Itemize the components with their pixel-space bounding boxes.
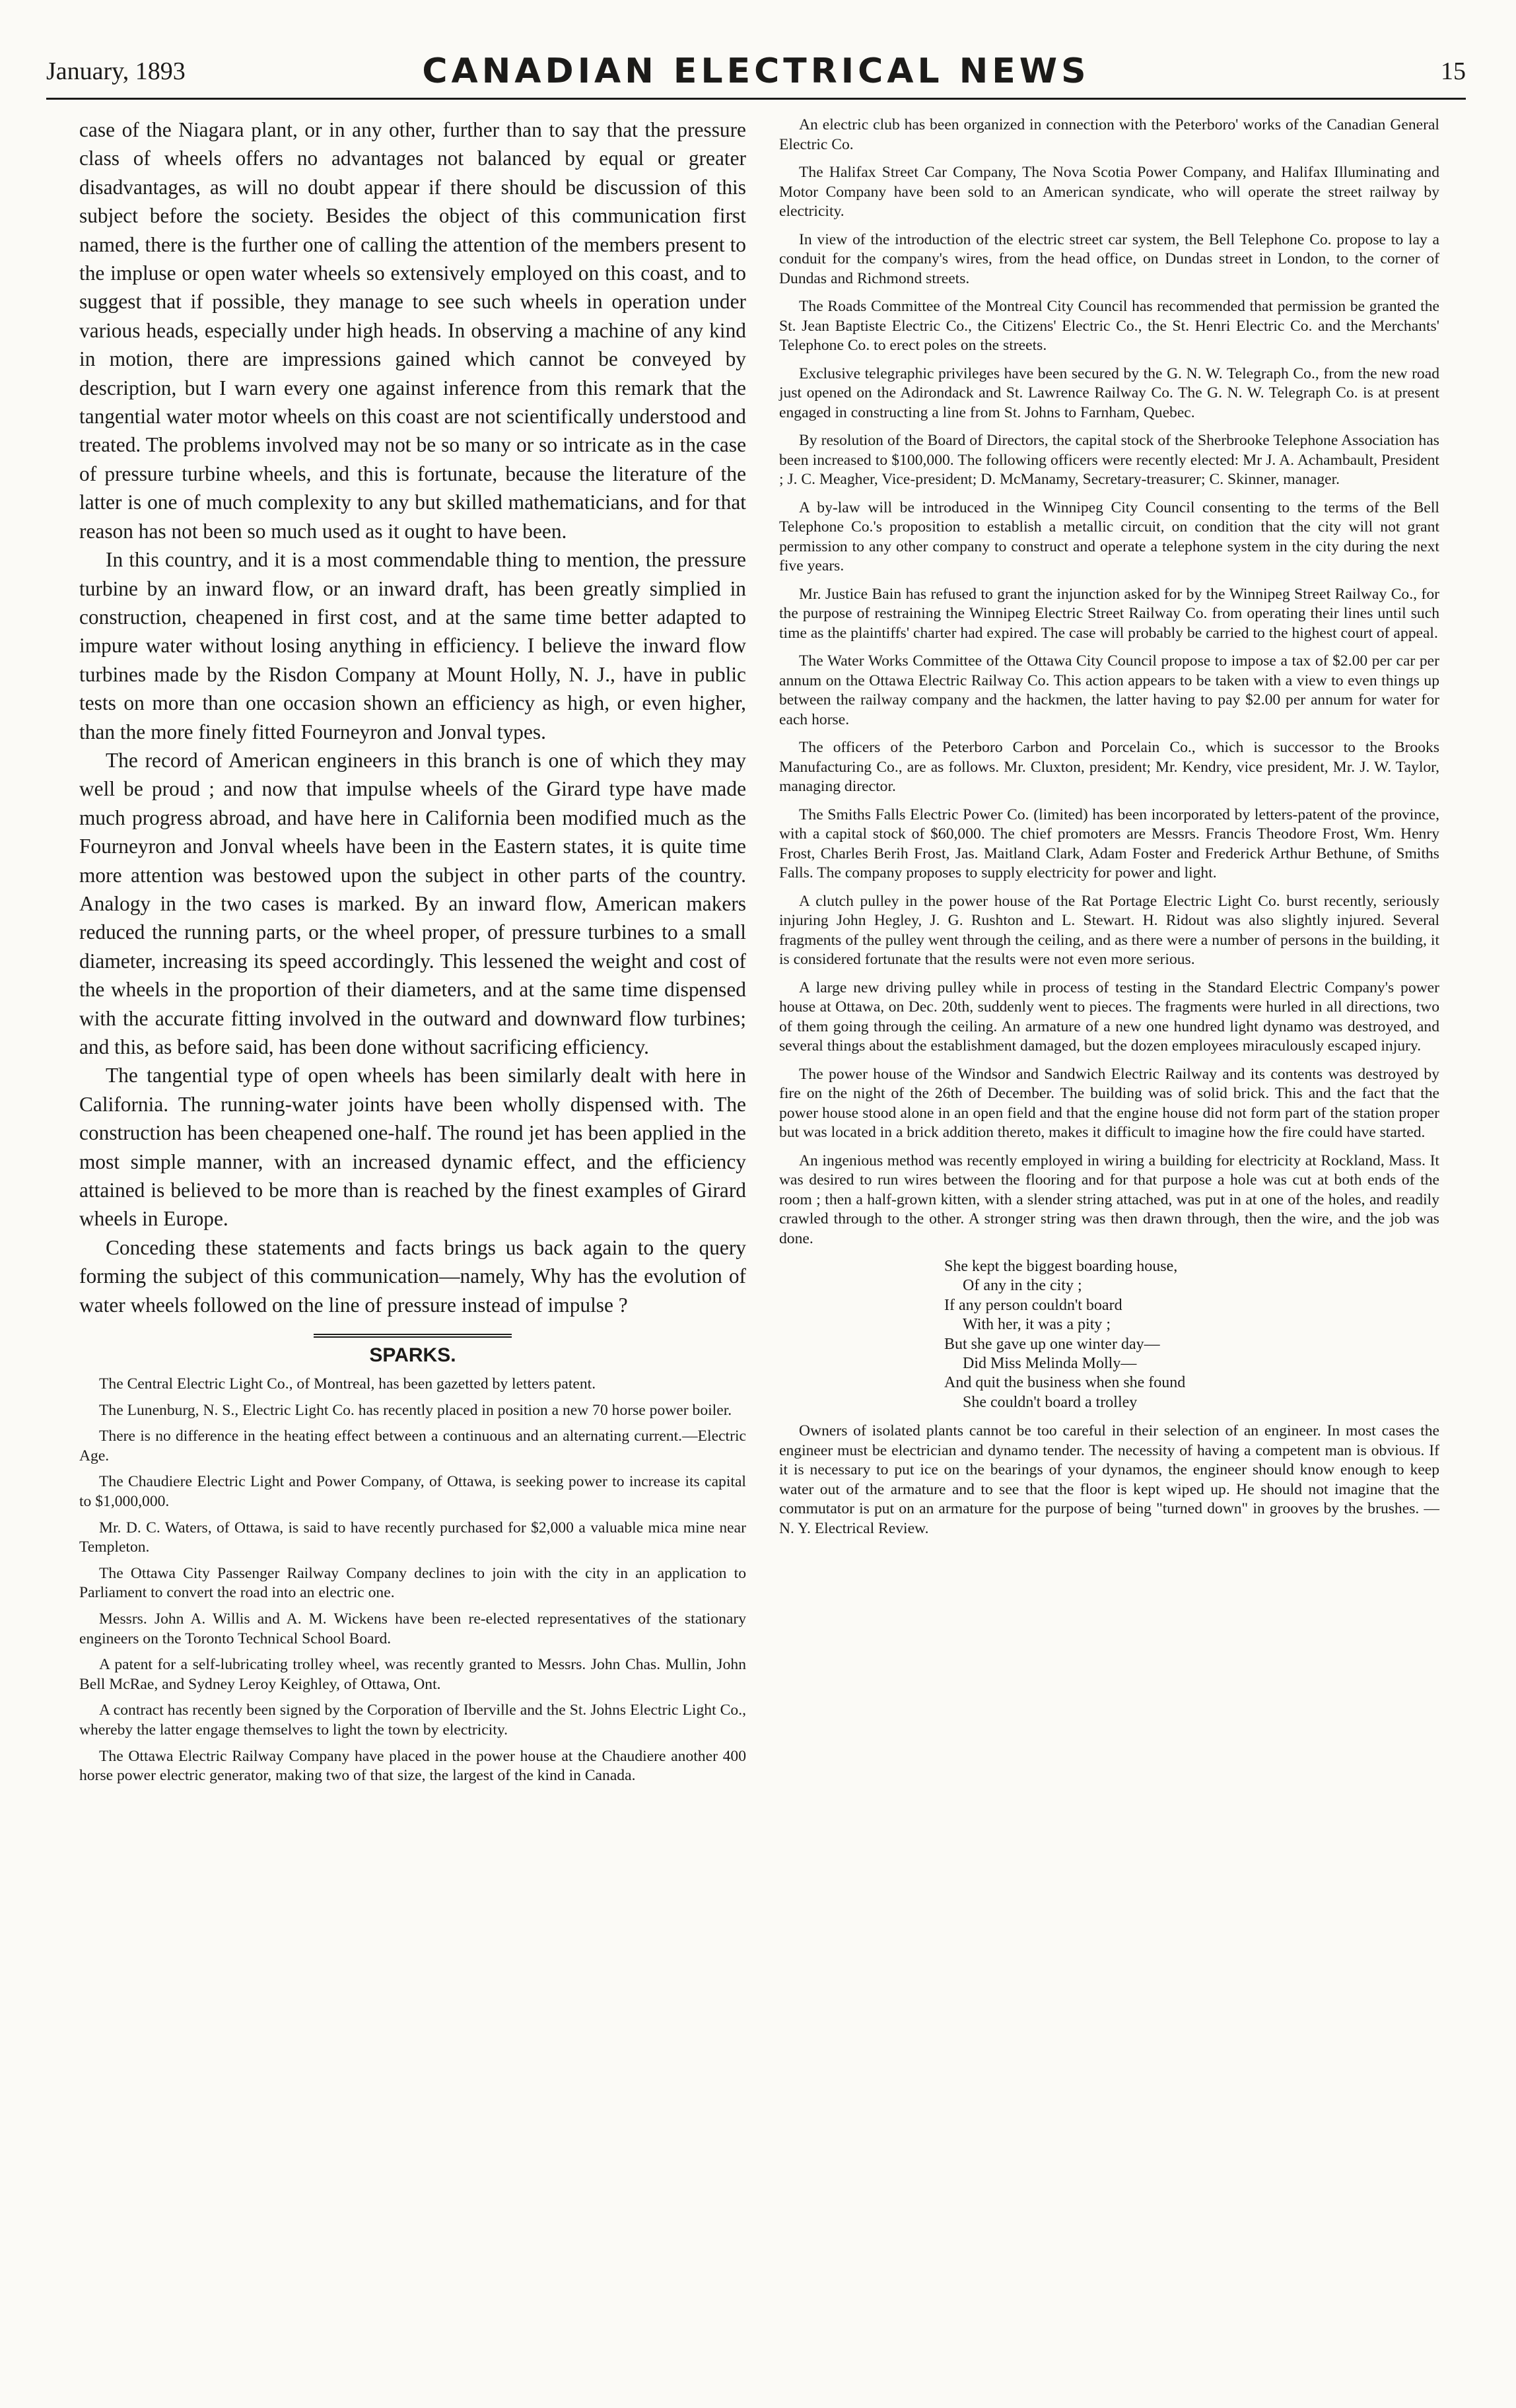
section-divider [314,1334,512,1338]
news-item: A by-law will be introduced in the Winnipeg City Council consenting to the terms of the Bell Telephone Co.'s proposition to establish a metallic circuit, on condition that the city will not grant permission to any other company to construct and operate a telephone system in the city during the next five years. [779,499,1439,574]
right-column [779,116,1439,1547]
news-item: A clutch pulley in the power house of the Rat Portage Electric Light Co. burst recently, seriously injuring John Hegley, J. G. Rushton and L. Stewart. H. Ridout was also slightly injured. Several fragments of the pulley went through the ceiling, and as there were a number of persons in the building, it is considered fortunate that the results were not even more serious. [779,892,1439,968]
news-item: The officers of the Peterboro Carbon and Porcelain Co., which is successor to the Brooks Manufacturing Co., are as follows. Mr. Cluxton, president; Mr. Kendry, vice president, Mr. J. W. Taylor, managing director. [779,739,1439,795]
article-paragraph: Conceding these statements and facts brings us back again to the query forming the subject of this communication—namely, Why has the evolution of water wheels followed on the line of pressure instead of impulse ? [79,1235,746,1317]
sparks-items [79,1375,746,1786]
article-paragraph: In this country, and it is a most commendable thing to mention, the pressure turbine by an inward flow, or an inward draft, has been greatly simplied in construction, cheapened in first cost, and at the same time better adapted to impure water without losing anything in efficiency. I believe the inward flow turbines made by the Risdon Company at Mount Holly, N. J., have in public tests on more than one occasion shown an efficiency as high, or even higher, than the more finely fitted Fourneyron and Jonval types. [79,548,746,743]
news-item: Owners of isolated plants cannot be too careful in their selection of an engineer. In most cases the engineer must be electrician and dynamo tender. The necessity of having a competent man is obvious. If it is necessary to put ice on the bearings of your dynamos, the engineer should know enough to keep water out of the armature and to see that the floor is kept wiped up. He should not imagine that the commutator is put on an armature for the purpose of being "turned down" in grooves by the brushes. —N. Y. Electrical Review. [779,1422,1439,1537]
sparks-heading: SPARKS. [369,1344,456,1367]
news-item: The Smiths Falls Electric Power Co. (limited) has been incorporated by letters-patent of the province, with a capital stock of $60,000. The chief promoters are Messrs. Francis Theodore Frost, Wm. Henry Frost, Charles Berih Frost, Jas. Maitland Clark, Adam Foster and Frederick Arthur Bethune, of Smiths Falls. The company proposes to supply electricity for power and light. [779,806,1439,881]
poem-line: Did Miss Melinda Molly— [963,1355,1137,1373]
news-item: Mr. Justice Bain has refused to grant the injunction asked for by the Winnipeg Street Railway Co., for the purpose of restraining the Winnipeg Electric Street Railway Co. from operating their lines until such time as the plaintiffs' charter had expired. The case will probably be carried to the highest court of appeal. [779,585,1439,642]
article-continuation [79,116,746,1319]
news-item: In view of the introduction of the electric street car system, the Bell Telephone Co. propose to lay a conduit for the company's wires, from the head office, on Dundas street in London, to the corner of Dundas and Richmond streets. [779,230,1439,287]
news-item: The Chaudiere Electric Light and Power Company, of Ottawa, is seeking power to increase its capital to $1,000,000. [79,1473,746,1511]
news-item: There is no difference in the heating effect between a continuous and an alternating current.—Electric Age. [79,1428,746,1464]
news-item: By resolution of the Board of Directors, the capital stock of the Sherbrooke Telephone Association has been increased to $100,000. The following officers were recently elected: Mr J. A. Achambault, President ; J. C. Meagher, Vice-president; D. McManamy, Secretary-treasurer; C. Skinner, manager. [779,432,1439,488]
news-item: The Lunenburg, N. S., Electric Light Co. has recently placed in position a new 70 horse power boiler. [99,1401,732,1419]
poem-line: And quit the business when she found [944,1374,1186,1392]
poem-line: With her, it was a pity ; [963,1316,1111,1334]
poem-line: But she gave up one winter day— [944,1335,1160,1353]
news-item: Messrs. John A. Willis and A. M. Wickens have been re-elected representatives of the stationary engineers on the Toronto Technical School Board. [79,1610,746,1647]
article-paragraph: The record of American engineers in this branch is one of which they may well be proud ; and now that impulse wheels of the Girard type have made much progress abroad, and have here in California been modified much as the Fourneyron and Jonval wheels have been in the Eastern states, it is quite time more attention was bestowed upon the subject in other parts of the country. Analogy in the two cases is marked. By an inward flow, American makers reduced the running parts, or the wheel proper, of pressure turbines to a small diameter, increasing its speed accordingly. This lessened the weight and cost of the wheels in the proportion of their diameters, and at the same time dispensed with the accurate fitting involved in the outward and downward flow turbines; and this, as before said, has been done without sacrificing efficiency. [79,748,746,1058]
page-header [46,52,1466,100]
poem-line: She kept the biggest boarding house, [944,1258,1178,1275]
page-number: 15 [1441,57,1466,85]
news-item: Mr. D. C. Waters, of Ottawa, is said to have recently purchased for $2,000 a valuable mica mine near Templeton. [79,1519,746,1556]
poem-line: If any person couldn't board [944,1296,1122,1314]
news-item: The power house of the Windsor and Sandwich Electric Railway and its contents was destroyed by fire on the night of the 26th of December. The building was of solid brick. This and the fact that the power house stood alone in an open field and that the engine house did not form part of the station proper but was located in a brick addition thereto, makes it difficult to imagine how the fire could have started. [779,1065,1439,1141]
news-item: A contract has recently been signed by the Corporation of Iberville and the St. Johns Electric Light Co., whereby the latter engage themselves to light the town by electricity. [79,1702,746,1738]
news-item: The Central Electric Light Co., of Montreal, has been gazetted by letters patent. [99,1375,596,1393]
article-paragraph: The tangential type of open wheels has been similarly dealt with here in California. The running-water joints have been wholly dispensed with. The construction has been cheapened one-half. The round jet has been applied in the most simple manner, with an increased dynamic effect, and the efficiency attained is believed to be more than is reached by the finest examples of Girard wheels in Europe. [79,1064,746,1231]
news-item: Exclusive telegraphic privileges have been secured by the G. N. W. Telegraph Co., from the new road just opened on the Adirondack and St. Lawrence Railway Co. The G. N. W. Telegraph Co. is at present engaged in constructing a line from St. Johns to Farnham, Quebec. [779,364,1439,421]
news-item: The Roads Committee of the Montreal City Council has recommended that permission be granted the St. Jean Baptiste Electric Co., the Citizens' Electric Co., the St. Henri Electric Co. and the Merchants' Telephone Co. to erect poles on the streets. [779,298,1439,354]
news-item: A large new driving pulley while in process of testing in the Standard Electric Company's power house at Ottawa, on Dec. 20th, suddenly went to pieces. The fragments were hurled in all directions, two of them going through the ceiling. An armature of a new one hundred light dynamo was destroyed, and several things about the establishment damaged, but the dozen employees miraculously escaped injury. [779,979,1439,1054]
trolley-poem [944,1257,1439,1412]
issue-date: January, 1893 [46,57,186,85]
news-item: The Halifax Street Car Company, The Nova Scotia Power Company, and Halifax Illuminating and Motor Company have been sold to an American syndicate, who will operate the street railway by electricity. [779,164,1439,220]
poem-line: Of any in the city ; [963,1277,1082,1295]
left-column [79,116,746,1793]
news-item: The Ottawa Electric Railway Company have placed in the power house at the Chaudiere another 400 horse power electric generator, making two of that size, the largest of the kind in Canada. [79,1747,746,1785]
news-item: The Water Works Committee of the Ottawa City Council propose to impose a tax of $2.00 per car per annum on the Ottawa Electric Railway Co. This action appears to be taken with a view to even things up between the railway company and the hackmen, the latter having to pay $2.00 per annum for water for each horse. [779,652,1439,728]
news-item: An electric club has been organized in connection with the Peterboro' works of the Canadian General Electric Co. [779,116,1439,153]
article-paragraph: case of the Niagara plant, or in any other, further than to say that the pressure class of wheels offers no advantages not balanced by equal or greater disadvantages, as will no doubt appear if there should be discussion of this subject before the society. Besides the object of this communication first named, there is the further one of calling the attention of the members present to the impluse or open water wheels so extensively employed on this coast, and to suggest that if possible, they manage to see such wheels in operation under various heads, especially under high heads. In observing a machine of any kind in motion, there are impressions gained which cannot be conveyed by description, but I warn every one against inference from this remark that the tangential water motor wheels on this coast are not scientifically understood and treated. The problems involved may not be so many or so intricate as in the case of pressure turbine wheels, and this is fortunate, because the literature of the latter is one of much complexity to any but skilled mathematicians, and for that reason has not been so much used as it ought to have been. [79,118,746,543]
news-item: A patent for a self-lubricating trolley wheel, was recently granted to Messrs. John Chas. Mullin, John Bell McRae, and Sydney Leroy Keighley, of Ottawa, Ont. [79,1656,746,1693]
masthead-title: CANADIAN ELECTRICAL NEWS [422,52,1090,91]
news-item: An ingenious method was recently employed in wiring a building for electricity at Rockland, Mass. It was desired to run wires between the flooring and for that purpose a hole was cut at both ends of the room ; then a half-grown kitten, with a slender string attached, was put in at one of the holes, and readily crawled through to the other. A stronger string was then drawn through, then the wire, and the job was done. [779,1152,1439,1247]
poem-line: She couldn't board a trolley [963,1393,1138,1411]
news-item: The Ottawa City Passenger Railway Company declines to join with the city in an application to Parliament to convert the road into an electric one. [79,1564,746,1602]
